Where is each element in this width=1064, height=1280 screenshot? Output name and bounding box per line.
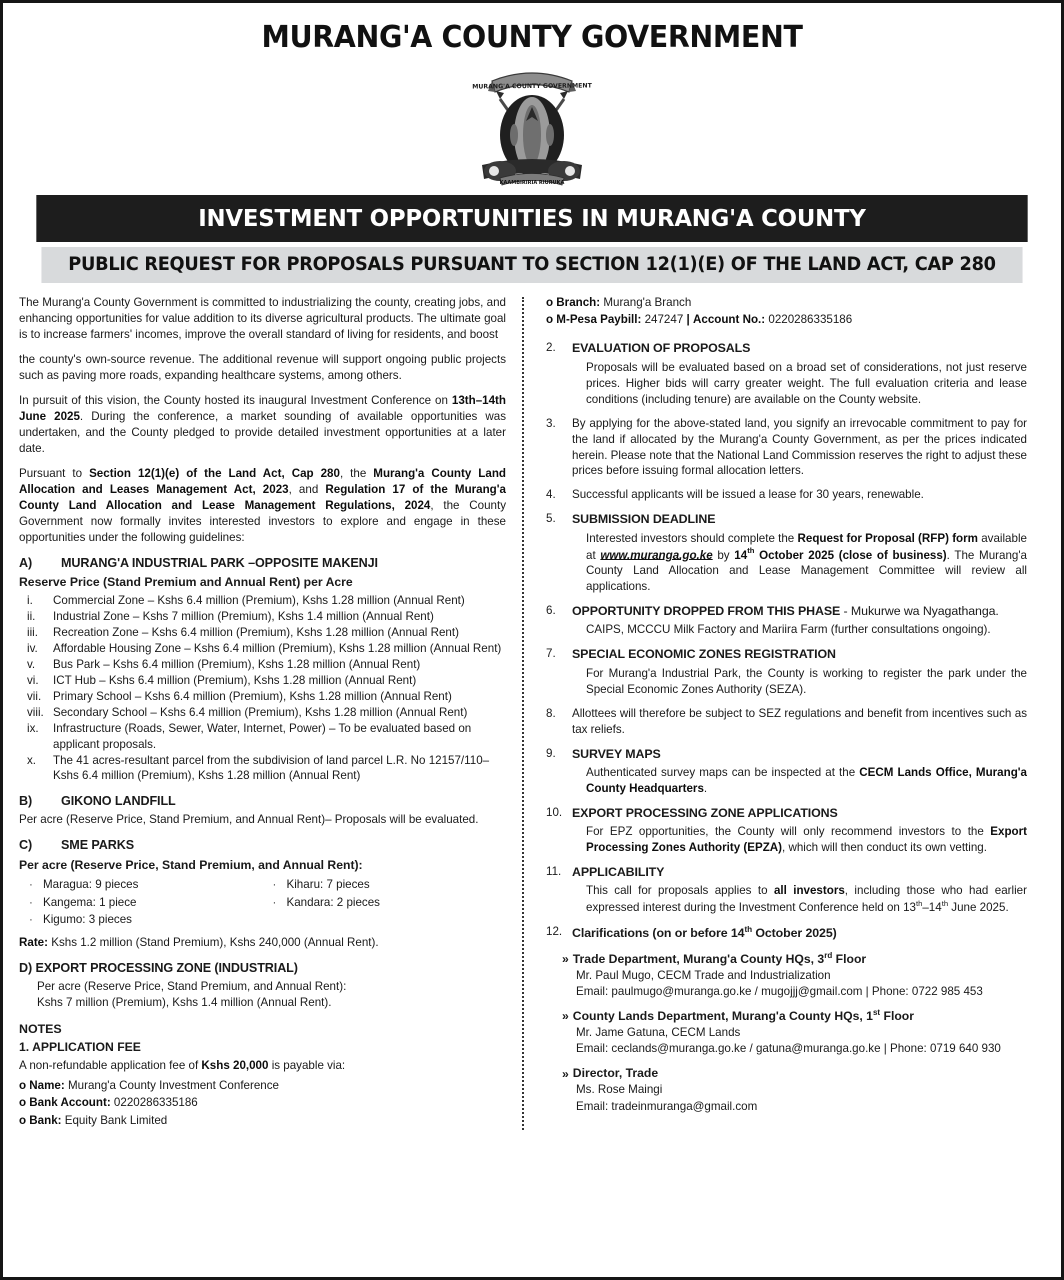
fee-amount: Kshs 20,000	[201, 1058, 269, 1072]
section-a-heading	[19, 555, 506, 572]
paybill-label: o M-Pesa Paybill:	[546, 313, 642, 327]
date-sup-2: th	[941, 898, 949, 908]
item-number: iii.	[27, 626, 38, 640]
item-text: Recreation Zone – Kshs 6.4 million (Premium), Kshs 1.28 million (Annual Rent)	[53, 626, 459, 640]
sme-parks-bullets	[19, 876, 506, 928]
list-item	[19, 625, 506, 641]
contact-group-director-trade	[546, 1064, 1027, 1114]
numbered-item-11	[546, 864, 1027, 916]
intro4-e: , and	[288, 482, 326, 496]
item-number: 4.	[546, 488, 556, 502]
deadline-text-d: . The Murang'a County Land Allocation and Lease Management Committee will review all applications.	[586, 548, 1028, 594]
bullet-dot-icon: ·	[272, 895, 277, 909]
intro4-c: , the	[339, 466, 374, 480]
deadline-rest: October 2025 (close of business)	[754, 548, 947, 562]
clarifications-sup: th	[744, 924, 752, 934]
numbered-item-5	[546, 511, 1027, 595]
bullet-dot-icon: ·	[29, 913, 33, 927]
payment-account-value: 0220286335186	[113, 1096, 198, 1110]
numbered-item-10	[546, 805, 1027, 856]
land-act-ref: Section 12(1)(e) of the Land Act, Cap 280	[89, 466, 340, 480]
list-item	[19, 753, 506, 784]
item-8-body: Allottees will therefore be subject to SEZ regulations and benefit from incentives such as tax reliefs.	[572, 706, 1027, 736]
leases-act-ref: Murang'a County Land Allocation and Leases Management Act, 2023	[19, 466, 506, 496]
intro3-c: . During the conference, a market sounding of available opportunities was undertaken, and the County pledged to provide detailed investment opportunities at a later date.	[19, 409, 506, 455]
item-5-body	[572, 531, 1027, 596]
contact-floor: Floor	[832, 951, 867, 966]
item-9-body	[572, 765, 1027, 797]
section-a-title: MURANG'A INDUSTRIAL PARK –OPPOSITE MAKENJI	[61, 555, 378, 570]
payment-name-value: Murang'a County Investment Conference	[67, 1078, 279, 1092]
sme-item-text: Kangema: 1 piece	[43, 895, 137, 909]
county-website-link[interactable]: www.muranga.go.ke	[600, 548, 713, 562]
section-b-title: GIKONO LANDFILL	[61, 793, 176, 808]
page-title: MURANG'A COUNTY GOVERNMENT	[261, 20, 803, 55]
payment-bank-value: Equity Bank Limited	[64, 1113, 168, 1127]
numbered-item-2	[546, 340, 1027, 407]
contact-floor-sup: st	[872, 1008, 881, 1018]
item-text: Infrastructure (Roads, Sewer, Water, Internet, Power) – To be evaluated based on applicant proposals.	[53, 722, 472, 751]
contact-group-county-lands	[546, 1007, 1027, 1057]
item-number: 5.	[546, 512, 556, 526]
item-6-body: CAIPS, MCCCU Milk Factory and Mariira Farm (further consultations ongoing).	[586, 623, 991, 637]
sme-rate-line	[19, 935, 506, 951]
item-6-heading-tail: - Mukurwe wa Nyagathanga.	[840, 604, 999, 619]
intro-paragraph-2: the county's own-source revenue. The additional revenue will support ongoing public projects such as paving more roads, expanding healthcare systems, among others.	[19, 352, 506, 382]
intro-paragraph-3	[19, 393, 506, 457]
payment-name-row	[19, 1078, 506, 1094]
item-7-heading: SPECIAL ECONOMIC ZONES REGISTRATION	[572, 647, 836, 662]
section-c-title: SME PARKS	[61, 838, 135, 853]
item-number: 3.	[546, 416, 556, 430]
numbered-item-9	[546, 746, 1027, 797]
item-5-heading: SUBMISSION DEADLINE	[572, 512, 716, 527]
deadline-day-suffix: th	[747, 546, 755, 556]
contact-dept: Trade Department, Murang'a County HQs, 3	[572, 951, 825, 966]
item-number: viii.	[27, 706, 44, 720]
date-sup-1: th	[915, 898, 923, 908]
numbered-item-4	[546, 487, 1027, 503]
item-number: 7.	[546, 647, 556, 661]
contact-details: Email: paulmugo@muranga.go.ke / mugojjj@gmail.com | Phone: 0722 985 453	[576, 984, 983, 998]
intro4-a: Pursuant to	[19, 466, 90, 480]
epza-name: Export Processing Zones Authority (EPZA)	[586, 824, 1027, 854]
item-text: Affordable Housing Zone – Kshs 6.4 million (Premium), Kshs 1.28 million (Annual Rent)	[53, 642, 502, 656]
bullet-dot-icon: ·	[272, 878, 277, 892]
contacts-block	[546, 950, 1027, 1115]
item-number: vii.	[27, 690, 42, 704]
survey-text-b: .	[703, 781, 708, 795]
list-item	[263, 894, 507, 911]
item-text: Secondary School – Kshs 6.4 million (Premium), Kshs 1.28 million (Annual Rent)	[53, 706, 468, 720]
sme-bullets-right	[263, 876, 507, 928]
list-item	[19, 721, 506, 752]
item-number: x.	[27, 753, 37, 767]
section-a-subheading: Reserve Price (Stand Premium and Annual Rent) per Acre	[19, 575, 353, 590]
right-column	[530, 295, 1027, 1130]
survey-text-a: Authenticated survey maps can be inspected at the	[586, 765, 860, 779]
item-number: ii.	[27, 610, 36, 624]
separator-pipe: |	[686, 313, 690, 327]
banner-investment-opportunities: INVESTMENT OPPORTUNITIES IN MURANG'A COUNTY	[36, 195, 1027, 242]
item-text: Industrial Zone – Kshs 7 million (Premium), Kshs 1.4 million (Annual Rent)	[53, 610, 434, 624]
intro-paragraph-1: The Murang'a County Government is committed to industrializing the county, creating jobs, and enhancing opportunities for value addition to its diverse agricultural products. The ultimate goal is to increase farmers' incomes, improve the overall standard of living for residents, and boost	[19, 296, 506, 341]
all-investors-label: all investors	[773, 883, 845, 897]
item-number: 6.	[546, 604, 556, 618]
rfp-form-label: Request for Proposal (RFP) form	[797, 531, 978, 545]
section-d-line-2: Kshs 7 million (Premium), Kshs 1.4 million (Annual Rent).	[37, 995, 332, 1009]
payment-account-row	[19, 1095, 506, 1111]
applicability-a: This call for proposals applies to	[586, 883, 774, 897]
payment-bank-row	[19, 1113, 506, 1129]
sme-bullets-left	[19, 876, 263, 928]
deadline-day: 14	[734, 548, 748, 562]
list-item	[19, 876, 263, 893]
contact-person: Ms. Rose Maingi	[576, 1083, 663, 1097]
account-value: 0220286335186	[768, 313, 853, 327]
list-item	[19, 894, 263, 911]
contact-heading	[562, 1064, 1027, 1082]
item-text: ICT Hub – Kshs 6.4 million (Premium), Kshs 1.28 million (Annual Rent)	[53, 674, 417, 688]
column-divider	[522, 297, 524, 1130]
applicability-c: –14	[922, 900, 942, 914]
item-10-body	[572, 824, 1027, 856]
item-number: 8.	[546, 706, 556, 720]
section-c-subheading: Per acre (Reserve Price, Stand Premium, and Annual Rent):	[19, 857, 363, 872]
cecm-lands-office: CECM Lands Office, Murang'a County Headquarters	[586, 765, 1027, 795]
chevron-double-right-icon: »	[562, 1009, 569, 1024]
contact-heading	[562, 1007, 1027, 1025]
intro4-g: , the County Government now formally invites interested investors to explore and engage in these opportunities under the following guidelines:	[19, 498, 506, 544]
sme-item-text: Kiharu: 7 pieces	[286, 878, 370, 892]
intro3-a: In pursuit of this vision, the County hosted its inaugural Investment Conference on	[19, 393, 452, 407]
payment-name-label: o Name:	[19, 1078, 65, 1092]
item-2-body: Proposals will be evaluated based on a broad set of considerations, not just reserve prices. Higher bids will carry greater weight. The full evaluation criteria and lease conditions (including tenure) are available on the County website.	[586, 360, 1027, 406]
section-c-heading	[19, 837, 506, 854]
notes-heading: NOTES	[19, 1021, 62, 1036]
bullet-dot-icon: ·	[29, 878, 33, 892]
sme-item-text: Maragua: 9 pieces	[43, 878, 139, 892]
paybill-row	[546, 312, 1027, 328]
section-b-heading	[19, 793, 506, 810]
intro-paragraph-4	[19, 466, 506, 546]
item-10-heading: EXPORT PROCESSING ZONE APPLICATIONS	[572, 805, 838, 820]
section-d-line-1: Per acre (Reserve Price, Stand Premium, and Annual Rent):	[37, 979, 347, 993]
contact-person: Mr. Jame Gatuna, CECM Lands	[576, 1026, 741, 1040]
section-d-heading: D) EXPORT PROCESSING ZONE (INDUSTRIAL)	[19, 960, 298, 975]
note-1-number: 1.	[19, 1040, 30, 1055]
left-column	[19, 295, 516, 1130]
item-text: Primary School – Kshs 6.4 million (Premium), Kshs 1.28 million (Annual Rent)	[53, 690, 452, 704]
contact-person: Mr. Paul Mugo, CECM Trade and Industrialization	[576, 968, 831, 982]
numbered-item-8	[546, 706, 1027, 738]
list-item	[19, 657, 506, 673]
rate-value: Kshs 1.2 million (Stand Premium), Kshs 240,000 (Annual Rent).	[51, 935, 379, 949]
item-11-body	[572, 883, 1027, 916]
payment-bank-label: o Bank:	[19, 1113, 62, 1127]
list-item	[19, 641, 506, 657]
section-b-text: Per acre (Reserve Price, Stand Premium, and Annual Rent)– Proposals will be evaluated.	[19, 813, 479, 827]
item-3-body: By applying for the above-stated land, you signify an irrevocable commitment to pay for the land if allocated by the Murang'a County Government, as per the prices indicated herein. Please note that the National Land Commission reserves the right to adjust these prices before issuing formal allocation letters.	[572, 416, 1027, 478]
item-number: 2.	[546, 341, 556, 355]
branch-row	[546, 295, 1027, 311]
banner-public-request: PUBLIC REQUEST FOR PROPOSALS PURSUANT TO SECTION 12(1)(E) OF THE LAND ACT, CAP 280	[41, 247, 1022, 283]
list-item	[19, 689, 506, 705]
deadline-text-b: available at	[586, 531, 1027, 562]
item-number: vi.	[27, 674, 39, 688]
account-label: Account No.:	[693, 313, 766, 327]
application-fee-text	[19, 1058, 506, 1074]
item-4-body: Successful applicants will be issued a lease for 30 years, renewable.	[572, 488, 924, 502]
clarifications-a: Clarifications (on or before 14	[572, 925, 745, 940]
svg-text:KAAMBIRIRIA RIURUKA: KAAMBIRIRIA RIURUKA	[499, 180, 565, 186]
item-text: Commercial Zone – Kshs 6.4 million (Premium), Kshs 1.28 million (Annual Rent)	[53, 593, 465, 607]
sme-item-text: Kigumo: 3 pieces	[43, 913, 132, 927]
crest-icon	[470, 61, 594, 187]
item-number: ix.	[27, 722, 39, 736]
note-1-title: APPLICATION FEE	[32, 1040, 141, 1055]
item-2-heading: EVALUATION OF PROPOSALS	[572, 341, 751, 356]
item-6-heading	[572, 603, 1027, 620]
section-c-label: C)	[19, 838, 33, 853]
list-item	[19, 911, 263, 928]
applicability-d: June 2025.	[948, 900, 1009, 914]
applicability-b: , including those who had earlier expressed interest during the Investment Conference held on 13	[586, 883, 1027, 914]
payment-account-label: o Bank Account:	[19, 1096, 111, 1110]
masthead	[3, 3, 1061, 187]
numbered-item-6	[546, 603, 1027, 638]
item-number: 12.	[546, 924, 563, 938]
fee-text-b: is payable via:	[268, 1058, 346, 1072]
list-item	[19, 609, 506, 625]
list-item	[19, 593, 506, 609]
deadline-text-a: Interested investors should complete the	[586, 531, 798, 545]
list-item	[19, 705, 506, 721]
item-number: 11.	[546, 864, 562, 878]
rate-label: Rate:	[19, 935, 48, 949]
epz-text-a: For EPZ opportunities, the County will only recommend investors to the	[586, 824, 991, 838]
contact-group-trade-department	[546, 950, 1027, 1000]
contact-details: Email: ceclands@muranga.go.ke / gatuna@muranga.go.ke | Phone: 0719 640 930	[576, 1042, 1001, 1056]
item-11-heading: APPLICABILITY	[572, 864, 665, 879]
item-number: v.	[27, 658, 36, 672]
county-crest-logo	[470, 61, 594, 187]
deadline-text-c: by	[712, 548, 735, 562]
contact-dept: Director, Trade	[572, 1066, 659, 1081]
item-number: iv.	[27, 642, 38, 656]
section-a-label: A)	[19, 555, 33, 570]
contact-heading	[562, 950, 1027, 968]
sme-item-text: Kandara: 2 pieces	[286, 895, 380, 909]
paybill-value: 247247	[644, 313, 684, 327]
contact-floor: Floor	[880, 1009, 914, 1024]
numbered-item-12	[546, 924, 1027, 944]
bullet-dot-icon: ·	[29, 895, 33, 909]
numbered-item-7	[546, 646, 1027, 697]
item-6-heading-bold: OPPORTUNITY DROPPED FROM THIS PHASE	[572, 604, 841, 619]
svg-text:MURANG'A COUNTY GOVERNMENT: MURANG'A COUNTY GOVERNMENT	[472, 82, 592, 91]
item-number: 9.	[546, 746, 556, 760]
item-12-heading	[572, 924, 1027, 942]
item-text: The 41 acres-resultant parcel from the subdivision of land parcel L.R. No 12157/110–Kshs 6.4 million (Premium), Kshs 1.28 million (Annual Rent)	[53, 753, 490, 783]
section-a-list	[19, 593, 506, 784]
branch-label: o Branch:	[546, 296, 601, 309]
item-text: Bus Park – Kshs 6.4 million (Premium), Kshs 1.28 million (Annual Rent)	[53, 658, 421, 672]
fee-text-a: A non-refundable application fee of	[19, 1058, 202, 1072]
contact-floor-sup: rd	[824, 950, 833, 960]
note-1-heading	[19, 1039, 506, 1056]
branch-value: Murang'a Branch	[603, 296, 692, 309]
item-number: i.	[27, 593, 33, 607]
conference-dates: 13th–14th June 2025	[19, 393, 506, 423]
contact-details: Email: tradeinmuranga@gmail.com	[576, 1099, 758, 1113]
section-b-label: B)	[19, 793, 33, 808]
item-9-heading: SURVEY MAPS	[572, 746, 661, 761]
list-item	[263, 876, 507, 893]
regulation-ref: Regulation 17 of the Murang'a County Land Allocation and Lease Management Regulations, 2024	[19, 482, 506, 512]
body-columns	[3, 295, 1061, 1130]
list-item	[19, 673, 506, 689]
epz-text-b: , which will then conduct its own vetting.	[782, 840, 987, 854]
chevron-double-right-icon: »	[562, 951, 569, 966]
item-number: 10.	[546, 805, 563, 819]
item-7-body: For Murang'a Industrial Park, the County is working to register the park under the Special Economic Zones Authority (SEZA).	[586, 666, 1027, 696]
clarifications-b: October 2025)	[751, 925, 837, 940]
numbered-item-3	[546, 416, 1027, 480]
chevron-double-right-icon: »	[562, 1066, 569, 1081]
contact-dept: County Lands Department, Murang'a County HQs, 1	[572, 1009, 873, 1024]
